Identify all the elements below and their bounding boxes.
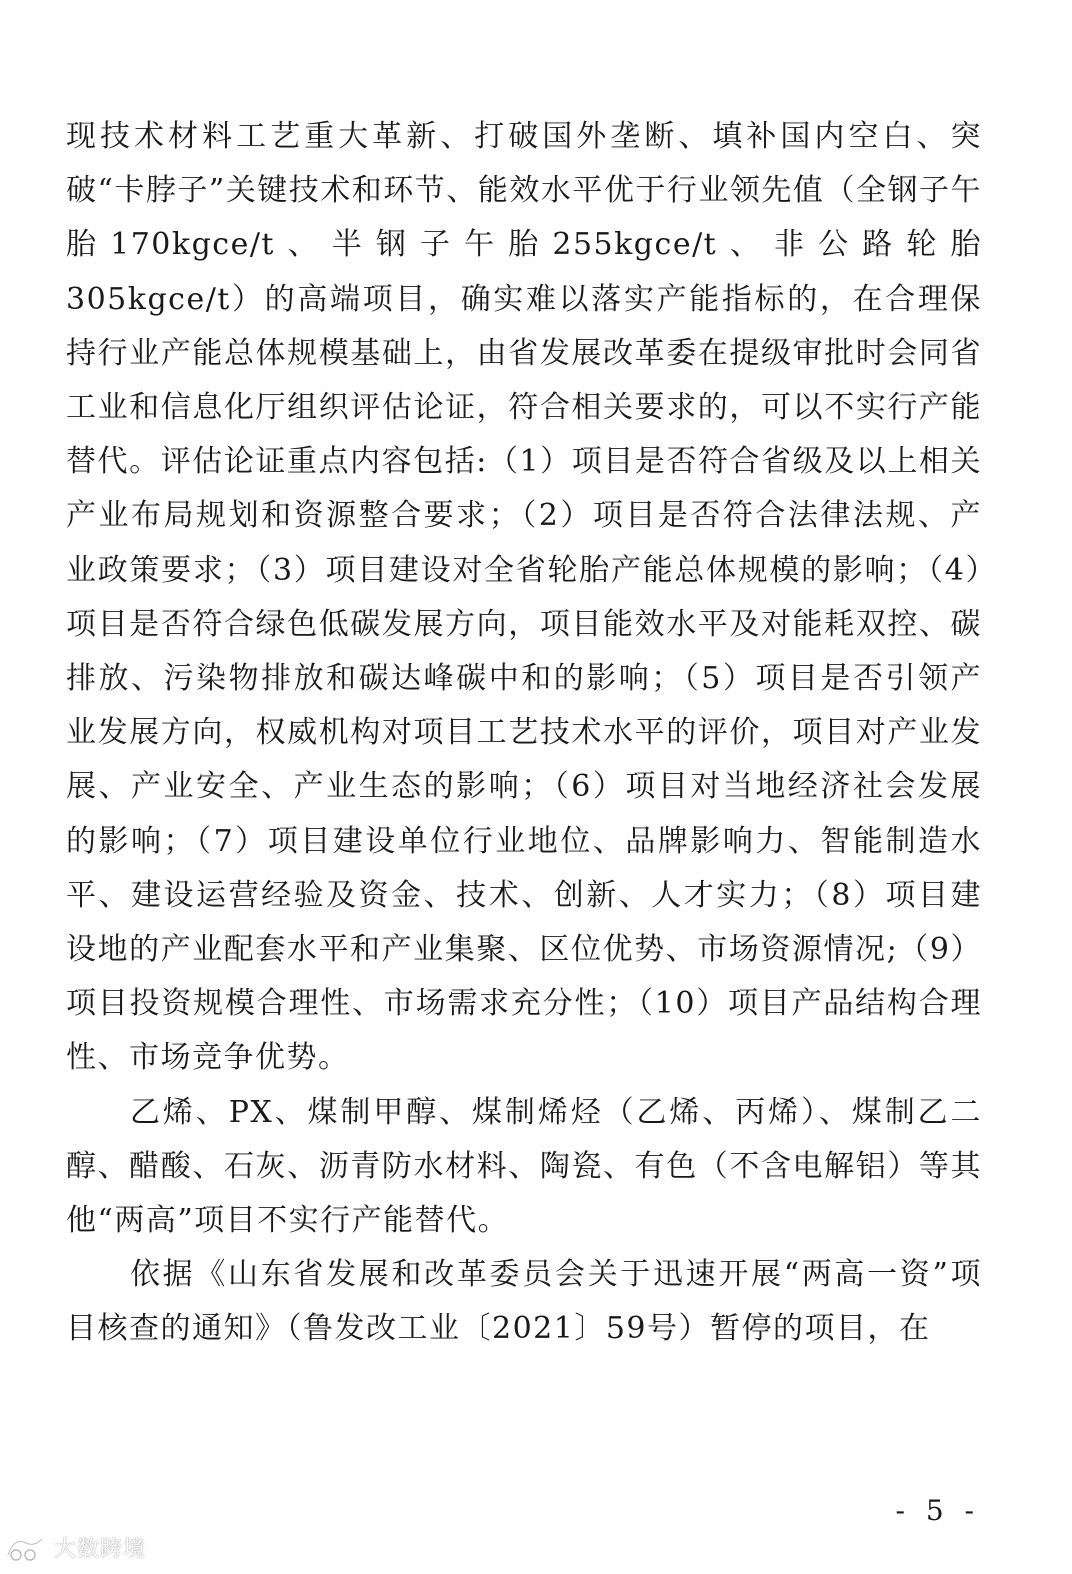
watermark xyxy=(4,1532,146,1563)
watermark-logo-icon xyxy=(4,1533,48,1563)
watermark-text: 大数跨境 xyxy=(54,1537,147,1562)
paragraph-continued: 现技术材料工艺重大革新、打破国外垄断、填补国内空白、突破“卡脖子”关键技术和环节、能效水平优于行业领先值（全钢子午胎170kgce/t、半钢子午胎255kgce/t、非公路轮胎305kgce/t）的高端项目，确实难以落实产能指标的，在合理保持行业产能总体规模基础上，由省发展改革委在提级审批时会同省工业和信息化厅组织评估论证，符合相关要求的，可以不实行产能替代。评估论证重点内容包括:（1）项目是否符合省级及以上相关产业布局规划和资源整合要求；（2）项目是否符合法律法规、产业政策要求；（3）项目建设对全省轮胎产能总体规模的影响；（4）项目是否符合绿色低碳发展方向，项目能效水平及对能耗双控、碳排放、污染物排放和碳达峰碳中和的影响；（5）项目是否引领产业发展方向，权威机构对项目工艺技术水平的评价，项目对产业发展、产业安全、产业生态的影响；（6）项目对当地经济社会发展的影响；（7）项目建设单位行业地位、品牌影响力、智能制造水平、建设运营经验及资金、技术、创新、人才实力；（8）项目建设地的产业配套水平和产业集聚、区位优势、市场资源情况;（9）项目投资规模合理性、市场需求充分性；（10）项目产品结构合理性、市场竞争优势。 xyxy=(66,119,982,1076)
document-body xyxy=(66,110,982,1357)
page-number: - 5 - xyxy=(895,1494,980,1527)
paragraph-notice-basis: 依据《山东省发展和改革委员会关于迅速开展“两高一资”项目核查的通知》（鲁发改工业〔2021〕59号）暂停的项目，在 xyxy=(66,1257,982,1347)
paragraph-two-high-projects: 乙烯、PX、煤制甲醇、煤制烯烃（乙烯、丙烯）、煤制乙二醇、醋酸、石灰、沥青防水材料、陶瓷、有色（不含电解铝）等其他“两高”项目不实行产能替代。 xyxy=(66,1094,982,1239)
